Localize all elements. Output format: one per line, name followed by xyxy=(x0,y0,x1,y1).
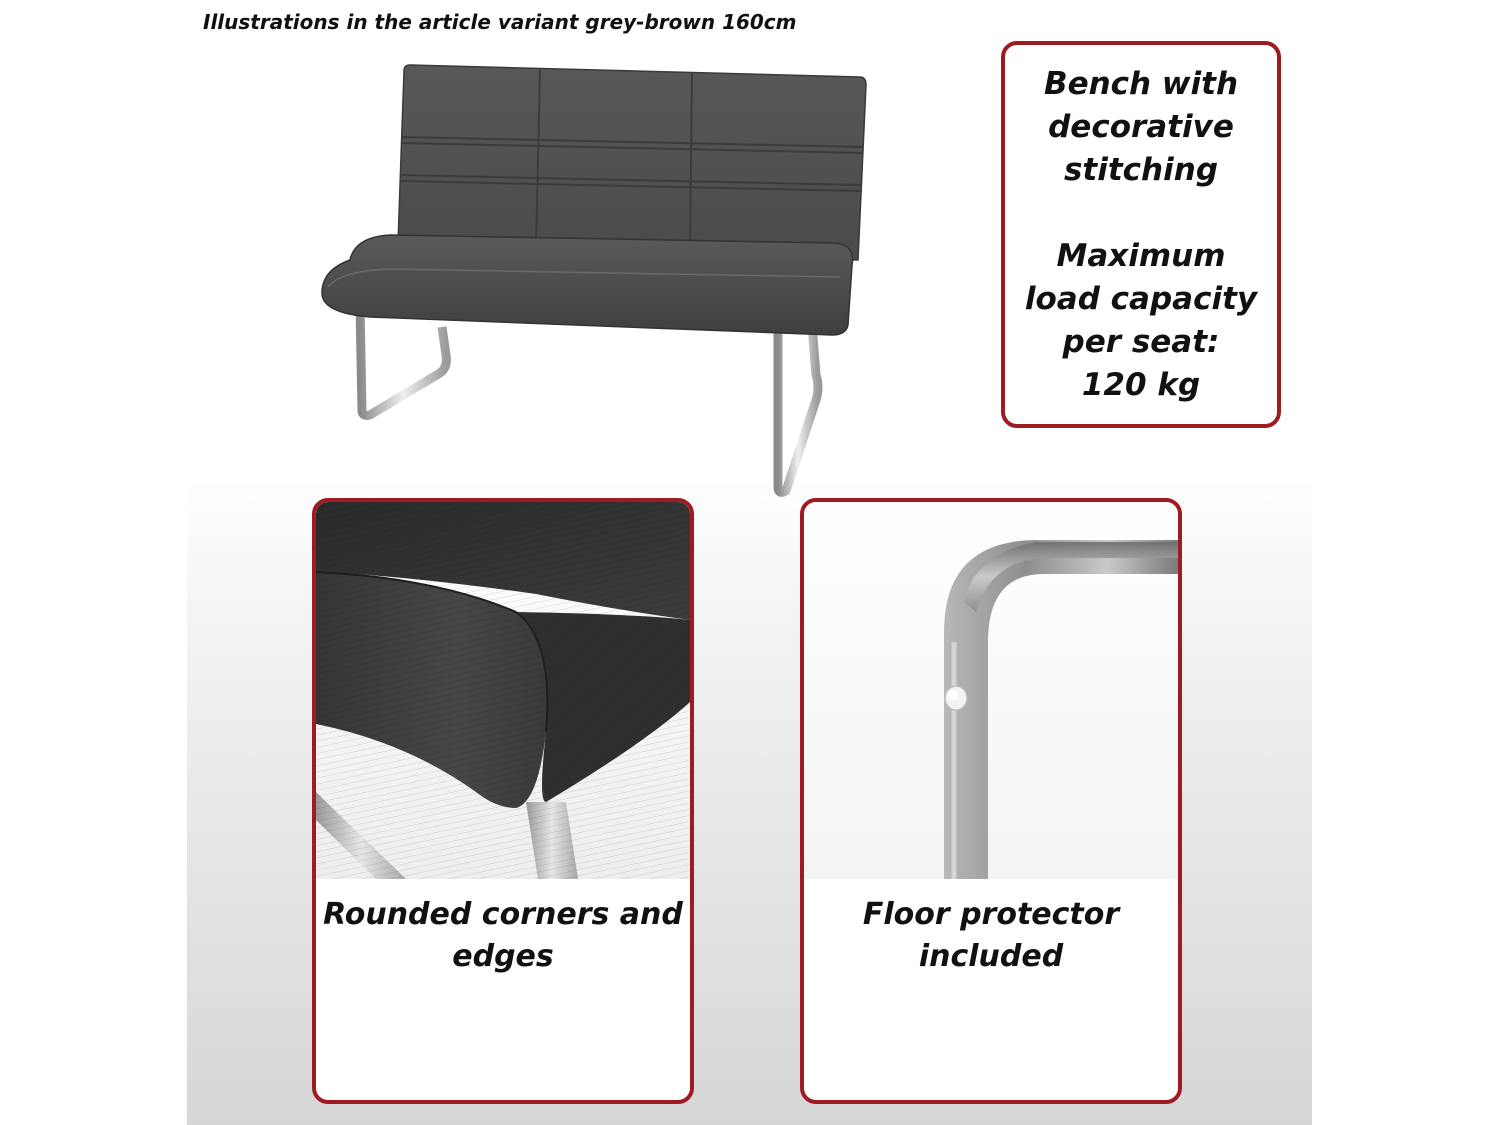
caption-line: included xyxy=(918,939,1064,974)
info-line: Maximum xyxy=(1056,237,1226,274)
info-line: load capacity xyxy=(1024,280,1258,317)
info-line: decorative xyxy=(1048,108,1234,145)
leg-closeup-image xyxy=(804,502,1178,879)
info-line: per seat: xyxy=(1062,323,1220,360)
article-variant-caption: Illustrations in the article variant grey-brown 160cm xyxy=(203,10,797,34)
caption-line: Floor protector xyxy=(862,897,1120,932)
feature-caption xyxy=(316,894,690,978)
caption-line: Rounded corners and xyxy=(323,897,683,932)
feature-card-floor-protector xyxy=(800,498,1182,1104)
bench-image xyxy=(300,55,880,500)
feature-caption xyxy=(804,894,1178,978)
info-box xyxy=(1001,41,1281,428)
info-line: Bench with xyxy=(1043,65,1239,102)
feature-card-rounded-corners xyxy=(312,498,694,1104)
info-line: stitching xyxy=(1063,151,1219,188)
info-line: 120 kg xyxy=(1081,366,1201,403)
caption-line: edges xyxy=(452,939,554,974)
seat-corner-closeup-image xyxy=(316,502,690,879)
